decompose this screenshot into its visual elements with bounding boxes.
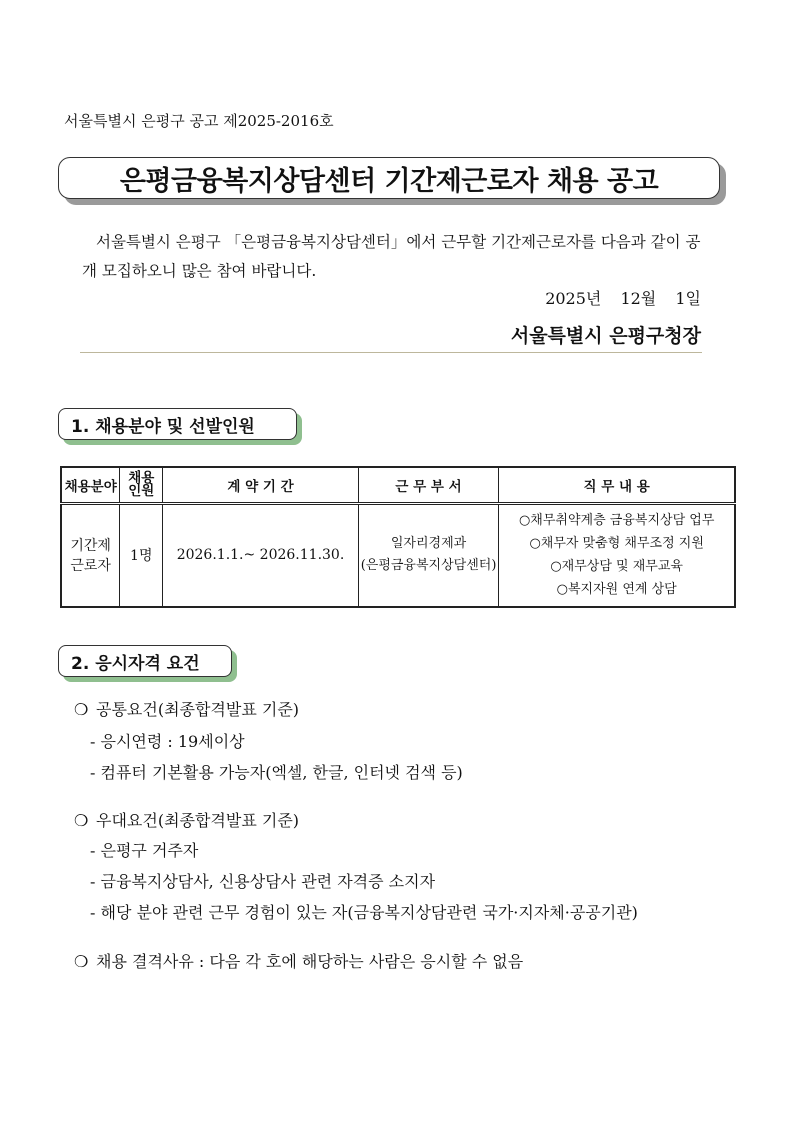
cell-headcount: 1명 <box>120 503 163 607</box>
header-field: 채용분야 <box>61 467 120 503</box>
cell-field <box>61 503 120 607</box>
requirement-item: - 응시연령 : 19세이상 <box>90 732 245 751</box>
header-headcount-line1: 채용 <box>128 469 155 486</box>
header-headcount-line2: 인원 <box>128 482 155 499</box>
cell-duties <box>499 503 735 607</box>
intro-paragraph <box>82 228 702 286</box>
notice-date: 2025년 12월 1일 <box>545 289 701 308</box>
requirement-item: - 컴퓨터 기본활용 가능자(엑셀, 한글, 인터넷 검색 등) <box>90 763 463 782</box>
duty-item: ○채무자 맞춤형 채무조정 지원 <box>529 536 704 552</box>
issuer-name: 서울특별시 은평구청장 <box>510 325 701 347</box>
section2-heading: 2. 응시자격 요건 <box>58 645 232 677</box>
header-duties: 직 무 내 용 <box>499 467 735 503</box>
duty-item: ○재무상담 및 재무교육 <box>550 559 683 575</box>
disqualification-text: 채용 결격사유 : 다음 각 호에 해당하는 사람은 응시할 수 없음 <box>96 952 524 971</box>
recruitment-table <box>60 466 736 608</box>
circle-bullet-icon: ❍ <box>74 700 89 719</box>
notice-number: 서울특별시 은평구 공고 제2025-2016호 <box>64 112 334 130</box>
preferred-title-text: 우대요건(최종합격발표 기준) <box>96 811 300 830</box>
preference-item: - 은평구 거주자 <box>90 841 199 860</box>
cell-field-line2: 근로자 <box>70 558 111 575</box>
cell-field-line1: 기간제 <box>70 538 111 555</box>
duty-item: ○채무취약계층 금융복지상담 업무 <box>518 513 715 529</box>
circle-bullet-icon: ❍ <box>74 952 89 971</box>
cell-period: 2026.1.1.~ 2026.11.30. <box>163 503 359 607</box>
section1-heading: 1. 채용분야 및 선발인원 <box>58 408 297 440</box>
divider <box>80 352 702 353</box>
table-header-row <box>61 467 735 503</box>
preferred-requirements-title <box>74 808 299 831</box>
common-requirements-title <box>74 697 299 720</box>
common-title-text: 공통요건(최종합격발표 기준) <box>96 700 300 719</box>
cell-department-line1: 일자리경제과 <box>390 536 467 552</box>
cell-department <box>358 503 499 607</box>
cell-department-line2: (은평금융복지상담센터) <box>360 558 497 574</box>
duty-item: ○복지자원 연계 상담 <box>556 582 677 598</box>
preference-item: - 해당 분야 관련 근무 경험이 있는 자(금융복지상담관련 국가·지자체·공공기관) <box>90 903 638 922</box>
preference-item: - 금융복지상담사, 신용상담사 관련 자격증 소지자 <box>90 872 436 891</box>
table-row <box>61 503 735 607</box>
intro-text: 서울특별시 은평구 「은평금융복지상담센터」에서 근무할 기간제근로자를 다음과 같이 공개 모집하오니 많은 참여 바랍니다. <box>82 233 701 280</box>
title-banner <box>58 157 720 199</box>
disqualification-line <box>74 949 523 972</box>
circle-bullet-icon: ❍ <box>74 811 89 830</box>
page-title: 은평금융복지상담센터 기간제근로자 채용 공고 <box>119 165 659 197</box>
header-period: 계 약 기 간 <box>163 467 359 503</box>
header-department: 근 무 부 서 <box>358 467 499 503</box>
header-headcount <box>120 467 163 503</box>
